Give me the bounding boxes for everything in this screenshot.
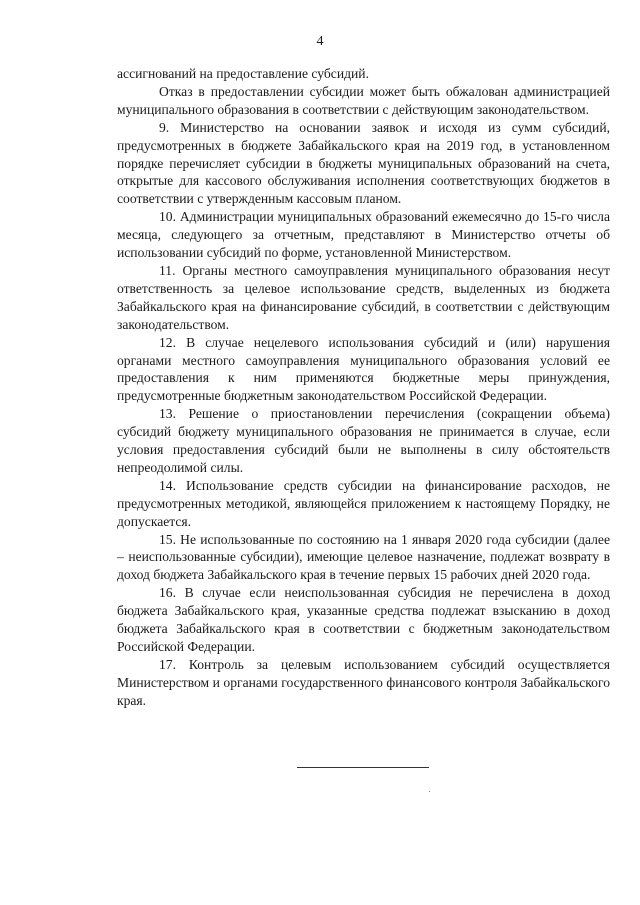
- paragraph-15: 15. Не использованные по состоянию на 1 января 2020 года субсидии (далее – неиспользованные субсидии), имеющие целевое назначение, подлежат возврату в доход бюджета Забайкальского края в течение первых 15 рабочих дней 2020 года.: [117, 531, 610, 583]
- paragraph-13: 13. Решение о приостановлении перечисления (сокращении объема) субсидий бюджету муниципального образования не принимается в случае, если условия предоставления субсидий были не выполнены в силу обстоятельств непреодолимой силы.: [117, 406, 610, 475]
- paragraph-16: 16. В случае если неиспользованная субсидия не перечислена в доход бюджета Забайкальского края, указанные средства подлежат взысканию в доход бюджета Забайкальского края в соответствии с бюджетным законодательством Российской Федерации.: [117, 585, 610, 654]
- paragraph-17: 17. Контроль за целевым использованием субсидий осуществляется Министерством и органами государственного финансового контроля Забайкальского края.: [117, 656, 610, 708]
- paragraph-10: 10. Администрации муниципальных образований ежемесячно до 15-го числа месяца, следующего за отчетным, представляют в Министерство отчеты об использовании субсидий по форме, установленной Министерством.: [117, 209, 610, 261]
- paragraph-12: 12. В случае нецелевого использования субсидий и (или) нарушения органами местного самоуправления муниципального образования условий ее предоставления к ним применяются бюджетные меры принуждения, предусмотренные бюджетным законодательством Российской Федерации.: [117, 334, 610, 404]
- page-number: 4: [316, 34, 324, 49]
- paragraph-continuation: ассигнований на предоставление субсидий.: [117, 66, 369, 81]
- paragraph-14: 14. Использование средств субсидии на финансирование расходов, не предусмотренных методикой, являющейся приложением к настоящему Порядку, не допускается.: [117, 477, 610, 529]
- end-of-text-rule: [297, 767, 429, 768]
- scan-speck: [429, 791, 430, 792]
- paragraph-appeal: Отказ в предоставлении субсидии может быть обжалован администрацией муниципального образования в соответствии с действующим законодательством.: [117, 83, 610, 117]
- paragraph-9: 9. Министерство на основании заявок и исходя из сумм субсидий, предусмотренных в бюджете Забайкальского края на 2019 год, в установленном порядке перечисляет субсидии в бюджеты муниципальных образований на счета, открытые для кассового обслуживания исполнения соответствующих бюджетов в соответствии с утвержденным кассовым планом.: [117, 119, 610, 207]
- document-body: [117, 65, 610, 710]
- paragraph-11: 11. Органы местного самоуправления муниципального образования несут ответственность за целевое использование средств, выделенных из бюджета Забайкальского края на финансирование субсидий, в соответствии с действующим законодательством.: [117, 262, 610, 332]
